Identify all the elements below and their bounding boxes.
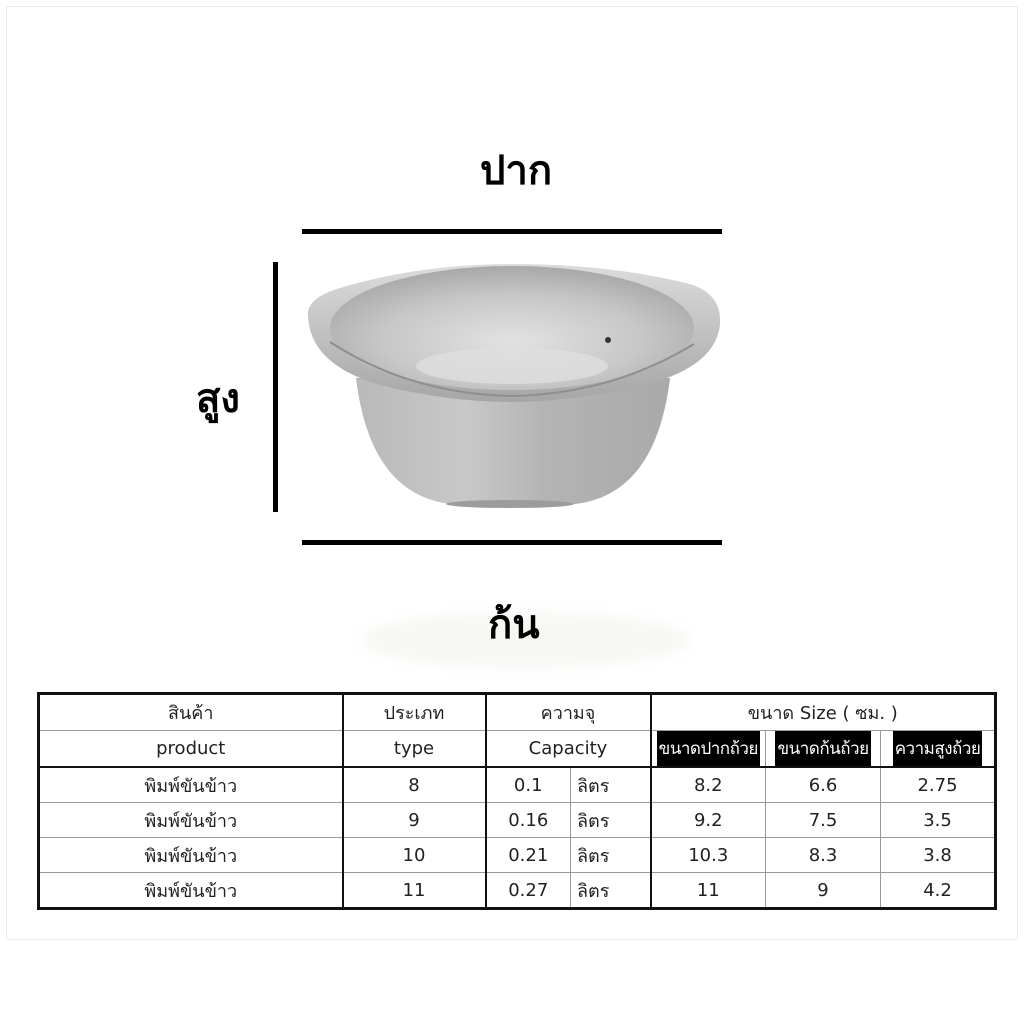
cell-unit: ลิตร — [571, 873, 651, 909]
table-row — [39, 873, 996, 909]
cell-capacity: 0.27 — [486, 873, 571, 909]
cell-type: 8 — [343, 767, 486, 803]
cell-product: พิมพ์ขันข้าว — [39, 803, 343, 838]
cell-product: พิมพ์ขันข้าว — [39, 767, 343, 803]
header-height-cell — [881, 731, 996, 768]
cell-mouth: 10.3 — [651, 838, 766, 873]
height-label: สูง — [196, 376, 240, 422]
table-row — [39, 803, 996, 838]
header-mouth-cell — [651, 731, 766, 768]
header-bottom: ขนาดก้นถ้วย — [775, 731, 870, 766]
header-capacity-th: ความจุ — [486, 694, 651, 731]
header-bottom-cell — [766, 731, 881, 768]
height-dimension-line — [273, 262, 278, 512]
cell-type: 11 — [343, 873, 486, 909]
header-size-th: ขนาด Size ( ซม. ) — [651, 694, 996, 731]
cell-product: พิมพ์ขันข้าว — [39, 873, 343, 909]
cell-height: 4.2 — [881, 873, 996, 909]
header-row-english — [39, 731, 996, 768]
table-row — [39, 767, 996, 803]
table-row — [39, 838, 996, 873]
cell-bottom: 6.6 — [766, 767, 881, 803]
aluminium-bowl-image — [300, 258, 724, 520]
mouth-label: ปาก — [480, 148, 553, 194]
size-spec-table — [37, 692, 997, 910]
cell-height: 3.5 — [881, 803, 996, 838]
bottom-label: ก้น — [488, 602, 540, 648]
cell-capacity: 0.21 — [486, 838, 571, 873]
header-product-en: product — [39, 731, 343, 768]
cell-mouth: 9.2 — [651, 803, 766, 838]
cell-product: พิมพ์ขันข้าว — [39, 838, 343, 873]
cell-capacity: 0.1 — [486, 767, 571, 803]
cell-type: 9 — [343, 803, 486, 838]
cell-height: 2.75 — [881, 767, 996, 803]
cell-capacity: 0.16 — [486, 803, 571, 838]
header-row-thai — [39, 694, 996, 731]
header-type-en: type — [343, 731, 486, 768]
header-height: ความสูงถ้วย — [893, 731, 983, 766]
bottom-dimension-line — [302, 540, 722, 545]
cell-mouth: 8.2 — [651, 767, 766, 803]
cell-unit: ลิตร — [571, 838, 651, 873]
cell-type: 10 — [343, 838, 486, 873]
header-mouth: ขนาดปากถ้วย — [657, 731, 760, 766]
cell-height: 3.8 — [881, 838, 996, 873]
cell-bottom: 9 — [766, 873, 881, 909]
cell-unit: ลิตร — [571, 803, 651, 838]
cell-bottom: 7.5 — [766, 803, 881, 838]
header-capacity-en: Capacity — [486, 731, 651, 768]
header-product-th: สินค้า — [39, 694, 343, 731]
cell-unit: ลิตร — [571, 767, 651, 803]
cell-mouth: 11 — [651, 873, 766, 909]
cell-bottom: 8.3 — [766, 838, 881, 873]
mouth-dimension-line — [302, 229, 722, 234]
header-type-th: ประเภท — [343, 694, 486, 731]
